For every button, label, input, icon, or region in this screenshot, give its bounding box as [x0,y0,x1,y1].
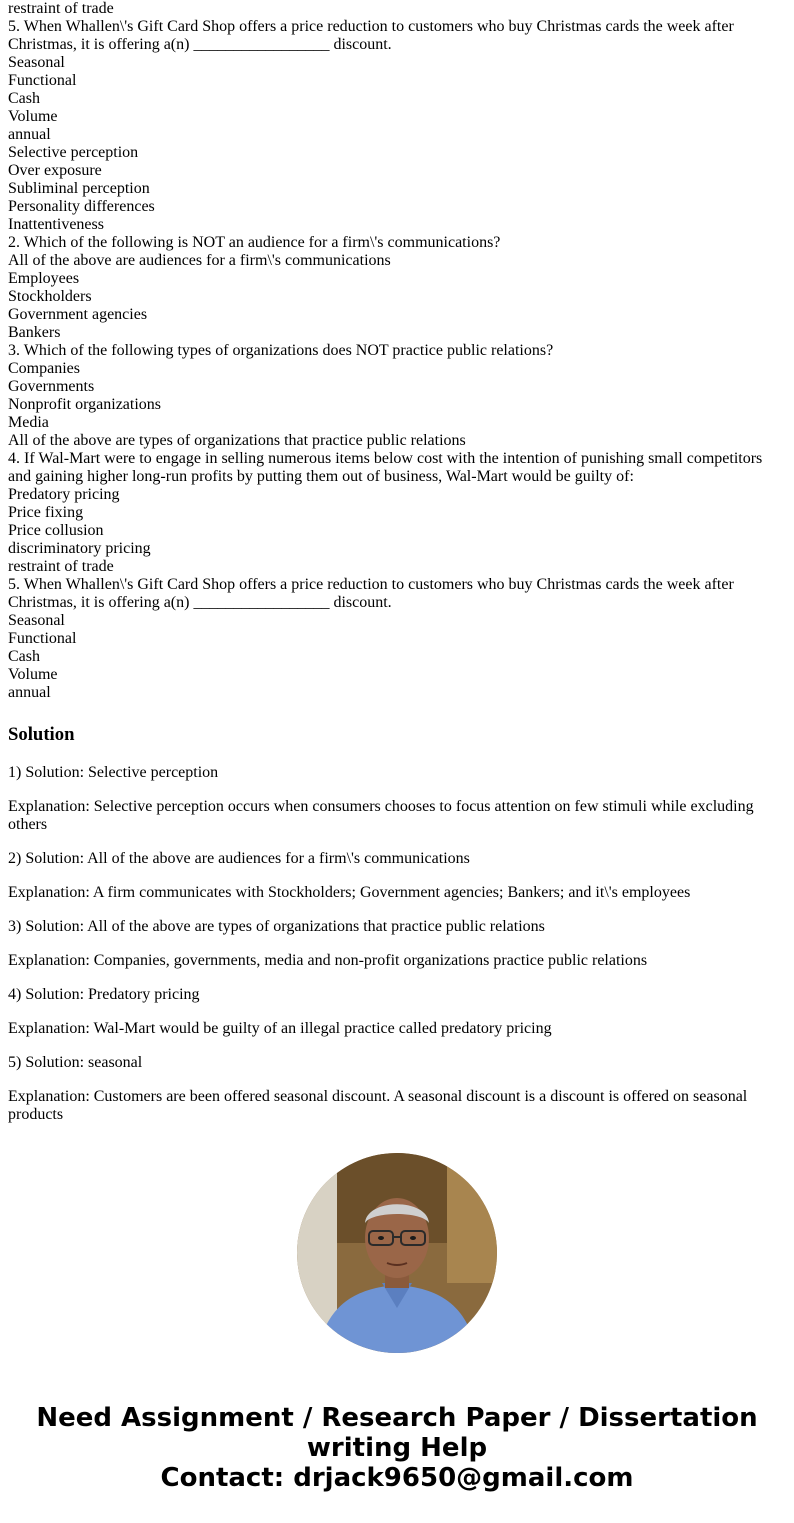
question-line: Media [8,414,49,431]
question-line: Nonprofit organizations [8,396,162,413]
question-line: All of the above are types of organizations that practice public relations [8,432,466,449]
solution-list [8,764,778,1124]
question-line: Over exposure [8,162,102,179]
question-line: Subliminal perception [8,180,150,197]
solution-answer: 2) Solution: All of the above are audiences for a firm\'s communications [8,850,470,867]
solution-heading: Solution [8,724,75,745]
question-line: 4. If Wal-Mart were to engage in selling numerous items below cost with the intention of punishing small competitors and gaining higher long-run profits by putting them out of business, Wal-Mart would be guilty of: [8,450,763,485]
promo-line-2: writing Help [306,1433,488,1463]
question-line: Seasonal [8,612,65,629]
document-body [8,0,778,1140]
question-line: Cash [8,648,40,665]
question-line: 5. When Whallen\'s Gift Card Shop offers a price reduction to customers who buy Christmas cards the week after Christmas, it is offering a(n) _________________ discount. [8,576,734,611]
question-line: Volume [8,108,58,125]
question-line: Inattentiveness [8,216,104,233]
promo-contact: Contact: drjack9650@gmail.com [160,1463,634,1493]
solution-explanation: Explanation: Customers are been offered seasonal discount. A seasonal discount is a discount is offered on seasonal products [8,1088,748,1123]
question-line: Seasonal [8,54,65,71]
question-line: Functional [8,630,77,647]
question-line: Cash [8,90,40,107]
question-line: Selective perception [8,144,139,161]
question-line: Predatory pricing [8,486,120,503]
question-line: Volume [8,666,58,683]
question-line: Governments [8,378,95,395]
question-line: restraint of trade [8,0,114,17]
question-line: annual [8,126,51,143]
question-line: All of the above are audiences for a firm\'s communications [8,252,391,269]
question-line: Price fixing [8,504,84,521]
solution-answer: 4) Solution: Predatory pricing [8,986,200,1003]
avatar [297,1153,497,1353]
question-line: annual [8,684,51,701]
solution-explanation: Explanation: Companies, governments, media and non-profit organizations practice public relations [8,952,648,969]
question-line: discriminatory pricing [8,540,151,557]
question-line: Stockholders [8,288,92,305]
question-line: Employees [8,270,80,287]
solution-answer: 5) Solution: seasonal [8,1054,143,1071]
question-line: 5. When Whallen\'s Gift Card Shop offers a price reduction to customers who buy Christmas cards the week after Christmas, it is offering a(n) _________________ discount. [8,18,734,53]
solution-answer: 1) Solution: Selective perception [8,764,219,781]
promo-banner [0,1403,794,1493]
question-line: Companies [8,360,80,377]
question-line: restraint of trade [8,558,114,575]
solution-explanation: Explanation: Wal-Mart would be guilty of an illegal practice called predatory pricing [8,1020,552,1037]
solution-answer: 3) Solution: All of the above are types of organizations that practice public relations [8,918,545,935]
question-block [8,0,778,702]
question-line: 3. Which of the following types of organizations does NOT practice public relations? [8,342,554,359]
question-line: Bankers [8,324,61,341]
question-line: Personality differences [8,198,155,215]
avatar-photo [297,1153,497,1353]
question-line: Government agencies [8,306,148,323]
question-line: 2. Which of the following is NOT an audience for a firm\'s communications? [8,234,501,251]
solution-explanation: Explanation: Selective perception occurs when consumers chooses to focus attention on few stimuli while excluding others [8,798,754,833]
question-line: Functional [8,72,77,89]
solution-explanation: Explanation: A firm communicates with Stockholders; Government agencies; Bankers; and it\'s employees [8,884,691,901]
promo-line-1: Need Assignment / Research Paper / Dissertation [36,1403,758,1433]
question-line: Price collusion [8,522,104,539]
